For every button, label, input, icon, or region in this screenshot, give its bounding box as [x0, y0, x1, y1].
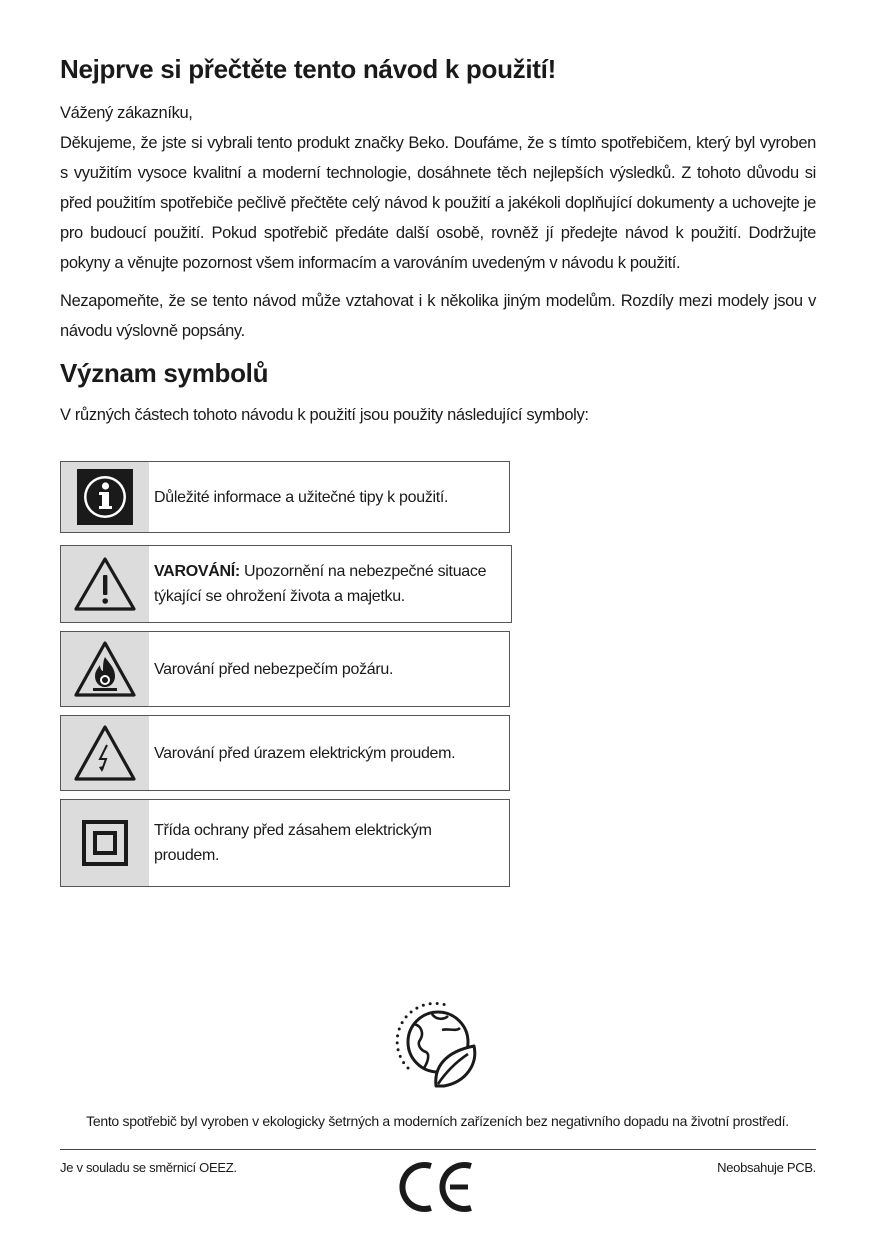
protection-class-icon [61, 800, 149, 886]
symbols-heading: Význam symbolů [60, 358, 269, 388]
symbols-intro: V různých částech tohoto návodu k použití jsou použity následující symboly: [60, 406, 589, 424]
symbol-row-electric [60, 715, 510, 791]
electric-shock-icon [61, 716, 149, 790]
symbol-text-protection: Třída ochrany před zásahem elektrickým proudem. [154, 822, 432, 864]
symbol-row-protection [60, 799, 510, 887]
symbol-text-fire: Varování před nebezpečím požáru. [154, 660, 394, 678]
fire-warning-icon [61, 632, 149, 706]
eco-globe-leaf-icon [384, 990, 490, 1096]
greeting: Vážený zákazníku, [60, 104, 193, 122]
eco-statement: Tento spotřebič byl vyroben v ekologicky šetrných a moderních zařízeních bez negativního dopadu na životní prostředí. [86, 1113, 789, 1129]
ce-mark-icon [398, 1160, 476, 1214]
symbol-row-info [60, 461, 510, 533]
symbol-text-electric: Varování před úrazem elektrickým proudem. [154, 744, 456, 762]
symbol-text-warning: VAROVÁNÍ: Upozornění na nebezpečné situace týkající se ohrožení života a majetku. [154, 563, 487, 605]
symbol-row-warning [60, 545, 512, 623]
pcb-statement: Neobsahuje PCB. [717, 1160, 816, 1175]
intro-paragraph-1: Děkujeme, že jste si vybrali tento produkt značky Beko. Doufáme, že s tímto spotřebičem, který byl vyroben s využitím vysoce kvalitní a moderní technologie, dosáhnete těch nejlepších výsledků. Z tohoto důvodu si před použitím spotřebiče pečlivě přečtěte celý návod k použití a jakékoli doplňující dokumenty a uchovejte je pro budoucí použití. Pokud spotřebič předáte další osobě, rovněž jí předejte návod k použití. Dodržujte pokyny a věnujte pozornost všem informacím a varováním uvedeným v návodu k použití. [60, 134, 816, 272]
footer-divider [60, 1149, 816, 1150]
warning-icon [61, 546, 149, 622]
page-title: Nejprve si přečtěte tento návod k použití! [60, 54, 556, 84]
symbol-text-info: Důležité informace a užitečné tipy k použití. [154, 488, 449, 506]
weee-compliance: Je v souladu se směrnicí OEEZ. [60, 1160, 237, 1175]
intro-section [60, 98, 816, 346]
intro-paragraph-2: Nezapomeňte, že se tento návod může vztahovat i k několika jiným modelům. Rozdíly mezi modely jsou v návodu výslovně popsány. [60, 292, 816, 340]
symbol-row-fire [60, 631, 510, 707]
info-icon [61, 462, 149, 532]
